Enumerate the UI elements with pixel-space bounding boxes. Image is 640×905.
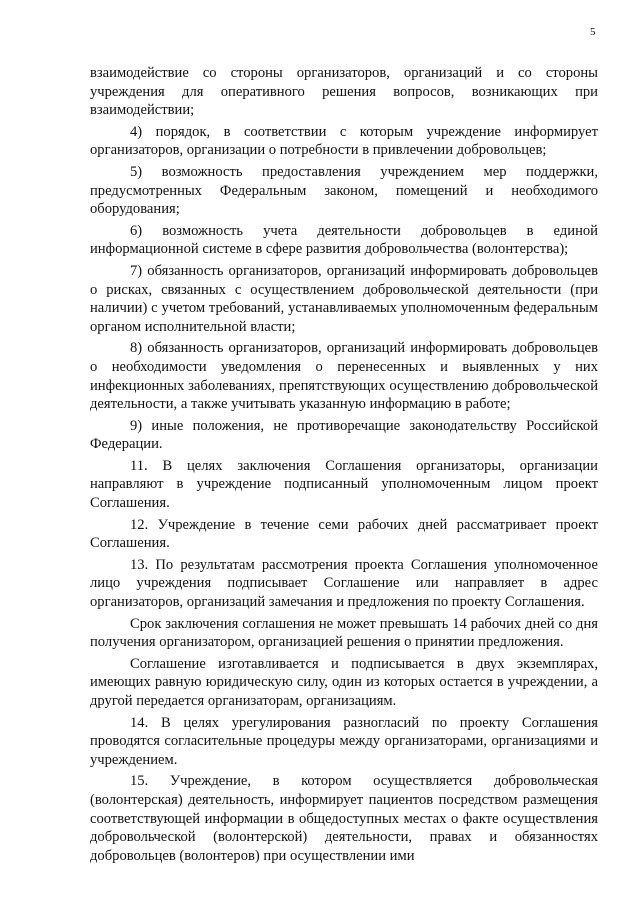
page-number: 5 — [590, 26, 596, 38]
paragraph-clause-14: 14. В целях урегулирования разногласий по проекту Соглашения проводятся согласительные процедуры между организаторами, организациями и учреждением. — [90, 714, 598, 768]
paragraph-agreement-term: Срок заключения соглашения не может превышать 14 рабочих дней со дня получения организатором, организацией решения о принятии предложения. — [90, 615, 598, 651]
paragraph-item-6: 6) возможность учета деятельности добровольцев в единой информационной системе в сфере развития добровольчества (волонтерства); — [90, 222, 598, 258]
paragraph-item-7: 7) обязанность организаторов, организаций информировать добровольцев о рисках, связанных с осуществлением добровольческой деятельности (при наличии) с учетом требований, устанавливаемых уполномоченным федеральным органом исполнительной власти; — [90, 262, 598, 335]
paragraph-clause-15: 15. Учреждение, в котором осуществляется добровольческая (волонтерская) деятельность, информирует пациентов посредством размещения соответствующей информации в общедоступных местах о факте осуществления добровольческой (волонтерской) деятельности, правах и обязанностях добровольцев (волонтеров) при осуществлении ими — [90, 773, 598, 864]
paragraph-agreement-copies: Соглашение изготавливается и подписывается в двух экземплярах, имеющих равную юридическую силу, один из которых остается в учреждении, а другой передается организаторам, организациям. — [90, 655, 598, 709]
paragraph-item-8: 8) обязанность организаторов, организаций информировать добровольцев о необходимости уведомления о перенесенных и выявленных у них инфекционных заболеваниях, препятствующих осуществлению добровольческой деятельности, а также учитывать указанную информацию в работе; — [90, 340, 598, 413]
paragraph-clause-12: 12. Учреждение в течение семи рабочих дней рассматривает проект Соглашения. — [90, 516, 598, 552]
paragraph-clause-13: 13. По результатам рассмотрения проекта Соглашения уполномоченное лицо учреждения подписывает Соглашение или направляет в адрес организаторов, организаций замечания и предложения по проекту Соглашения. — [90, 556, 598, 611]
paragraph-item-5: 5) возможность предоставления учреждением мер поддержки, предусмотренных Федеральным законом, помещений и необходимого оборудования; — [90, 163, 598, 218]
paragraph-continuation: взаимодействие со стороны организаторов, организаций и со стороны учреждения для оперативного решения вопросов, возникающих при взаимодействии; — [90, 65, 598, 119]
paragraph-item-9: 9) иные положения, не противоречащие законодательству Российской Федерации. — [90, 417, 598, 453]
paragraph-item-4: 4) порядок, в соответствии с которым учреждение информирует организаторов, организации о потребности в привлечении добровольцев; — [90, 123, 598, 159]
document-body — [90, 64, 598, 868]
paragraph-clause-11: 11. В целях заключения Соглашения организаторы, организации направляют в учреждение подписанный уполномоченным лицом проект Соглашения. — [90, 457, 598, 512]
